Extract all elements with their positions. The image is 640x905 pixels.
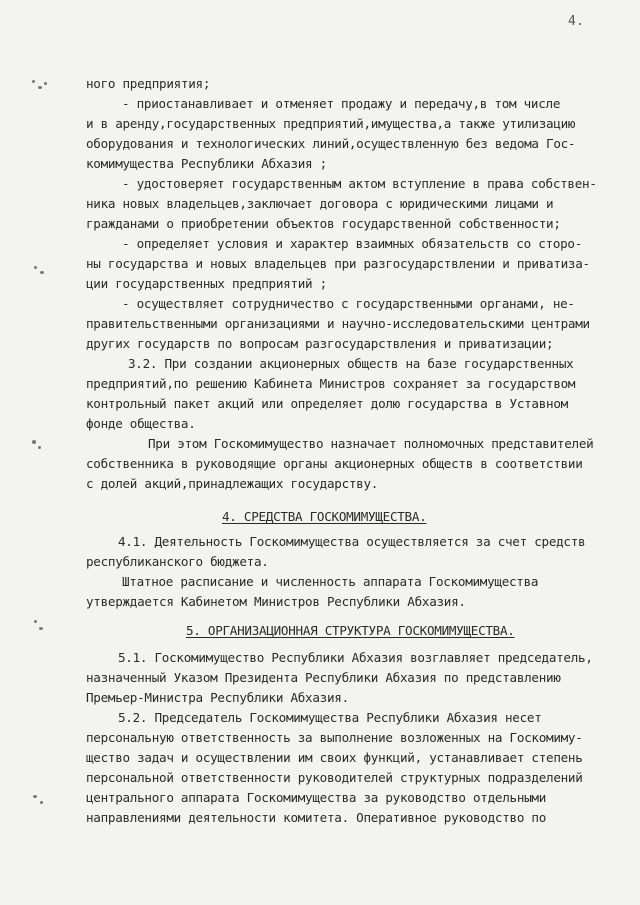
text-line: назначенный Указом Президента Республики Абхазия по представлению <box>86 670 561 685</box>
text-line: контрольный пакет акций или определяет долю государства в Уставном <box>86 396 568 411</box>
text-line: комимущества Республики Абхазия ; <box>86 156 327 171</box>
text-line: фонде общества. <box>86 416 196 431</box>
text-line: - приостанавливает и отменяет продажу и передачу,в том числе <box>122 96 561 111</box>
binding-mark <box>28 262 58 282</box>
text-line: с долей акций,принадлежащих государству. <box>86 476 379 491</box>
section-heading: 5. ОРГАНИЗАЦИОННАЯ СТРУКТУРА ГОСКОМИМУЩЕСТВА. <box>186 623 515 638</box>
binding-mark <box>28 792 58 812</box>
text-line: и в аренду,государственных предприятий,имущества,а также утилизацию <box>86 116 576 131</box>
text-line: ника новых владельцев,заключает договора с юридическими лицами и <box>86 196 554 211</box>
text-line: Премьер-Министра Республики Абхазия. <box>86 690 349 705</box>
text-line: персональную ответственность за выполнение возложенных на Госкомиму- <box>86 730 583 745</box>
text-line: республиканского бюджета. <box>86 554 269 569</box>
text-line: - определяет условия и характер взаимных обязательств со сторо- <box>122 236 583 251</box>
text-line: других государств по вопросам разгосударствления и приватизации; <box>86 336 554 351</box>
binding-mark <box>28 438 58 458</box>
text-line: 5.1. Госкомимущество Республики Абхазия возглавляет председатель, <box>118 650 593 665</box>
page-number: 4. <box>568 14 584 29</box>
text-line: - удостоверяет государственным актом вступление в права собствен- <box>122 176 597 191</box>
text-line: персональной ответственности руководителей структурных подразделений <box>86 770 583 785</box>
text-line: ны государства и новых владельцев при разгосударствлении и приватиза- <box>86 256 590 271</box>
text-line: ции государственных предприятий ; <box>86 276 327 291</box>
binding-mark <box>28 618 58 638</box>
text-line: направлениями деятельности комитета. Оперативное руководство по <box>86 810 547 825</box>
text-line: правительственными организациями и научно-исследовательскими центрами <box>86 316 590 331</box>
text-line: гражданами о приобретении объектов государственной собственности; <box>86 216 561 231</box>
text-line: оборудования и технологических линий,осуществленную без ведома Гос- <box>86 136 576 151</box>
binding-mark <box>28 78 58 98</box>
text-line: предприятий,по решению Кабинета Министров сохраняет за государством <box>86 376 576 391</box>
text-line: ного предприятия; <box>86 76 211 91</box>
text-line: 4.1. Деятельность Госкомимущества осуществляется за счет средств <box>118 534 586 549</box>
section-heading: 4. СРЕДСТВА ГОСКОМИМУЩЕСТВА. <box>222 509 427 524</box>
text-line: Штатное расписание и численность аппарата Госкомимущества <box>122 574 539 589</box>
text-line: - осуществляет сотрудничество с государственными органами, не- <box>122 296 575 311</box>
text-line: утверждается Кабинетом Министров Республики Абхазия. <box>86 594 466 609</box>
text-line: собственника в руководящие органы акционерных обществ в соответствии <box>86 456 583 471</box>
text-line: центрального аппарата Госкомимущества за руководство отдельными <box>86 790 547 805</box>
text-line: щество задач и осуществлении им своих функций, устанавливает степень <box>86 750 583 765</box>
text-line: 5.2. Председатель Госкомимущества Республики Абхазия несет <box>118 710 542 725</box>
text-line: 3.2. При создании акционерных обществ на базе государственных <box>128 356 574 371</box>
text-line: При этом Госкомимущество назначает полномочных представителей <box>148 436 594 451</box>
